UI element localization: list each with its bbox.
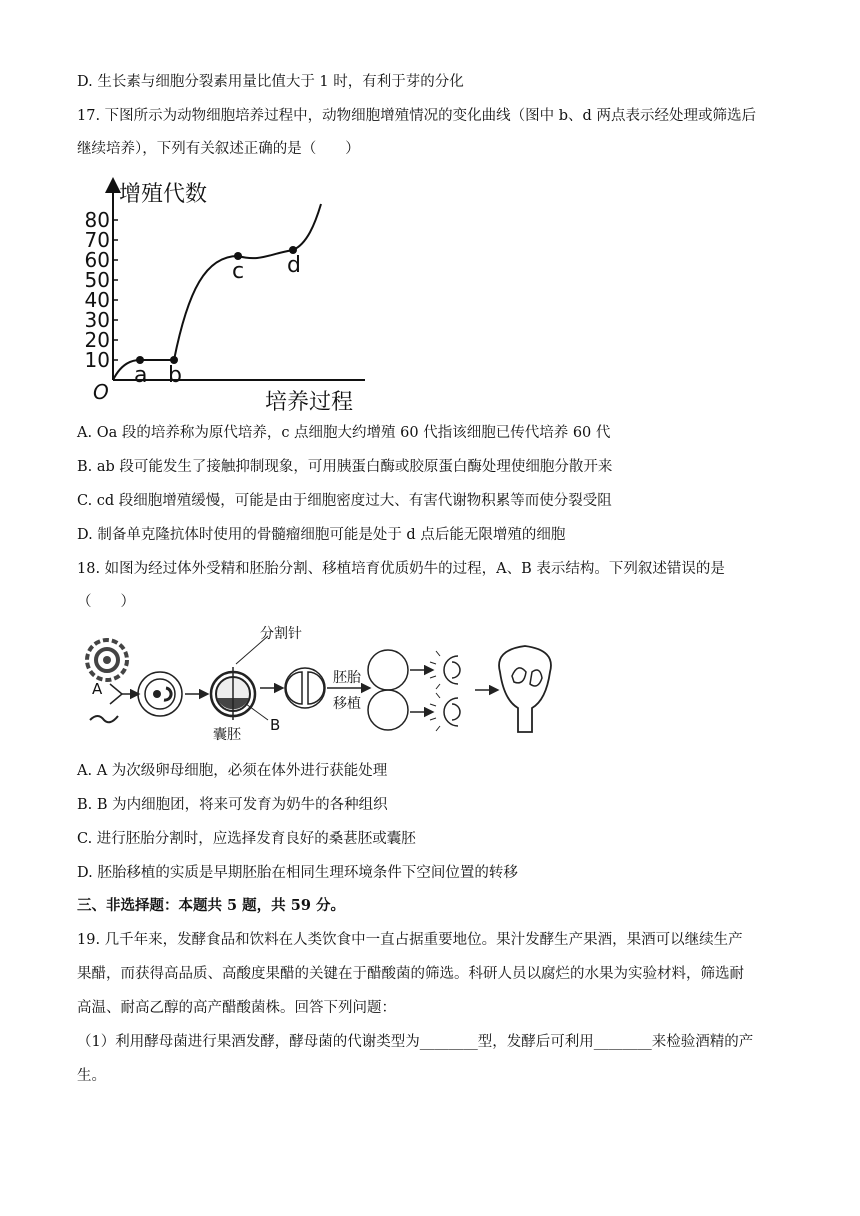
y-tick-label: 20 [85, 328, 110, 352]
q18-stem-line2: （ ） [77, 594, 135, 610]
proliferation-chart [85, 175, 415, 415]
q18-option-c: C. 进行胚胎分割时，应选择发育良好的桑葚胚或囊胚 [77, 831, 416, 847]
q19-sub1-line2: 生。 [77, 1068, 106, 1084]
point-label-a: a [134, 363, 148, 388]
label-a: A [92, 680, 103, 698]
point-label-b: b [168, 363, 182, 388]
q17-option-d: D. 制备单克隆抗体时使用的骨髓瘤细胞可能是处于 d 点后能无限增殖的细胞 [77, 527, 566, 543]
q17-stem-line2: 继续培养），下列有关叙述正确的是（ ） [77, 141, 360, 157]
sperm-icon [90, 716, 118, 722]
q18-option-a: A. A 为次级卵母细胞，必须在体外进行获能处理 [77, 763, 388, 779]
point-label-d: d [287, 253, 301, 278]
zygote-icon [138, 672, 182, 716]
q17-option-b: B. ab 段可能发生了接触抑制现象，可用胰蛋白酶或胶原蛋白酶处理使细胞分散开来 [77, 459, 613, 475]
q18-stem-line1: 18. 如图为经过体外受精和胚胎分割、移植培育优质奶牛的过程，A、B 表示结构。下列叙述错误的是 [77, 561, 725, 577]
y-tick-label: 70 [85, 228, 110, 252]
oocyte-icon [87, 640, 127, 680]
y-tick-label: 80 [85, 208, 110, 232]
uterus-icon [499, 646, 551, 732]
y-tick-label: 10 [85, 348, 110, 372]
q19-stem-line1: 19. 几千年来，发酵食品和饮料在人类饮食中一直占据重要地位。果汁发酵生产果酒，果酒可以继续生产 [77, 932, 743, 948]
q19-stem-line3: 高温、耐高乙醇的高产醋酸菌株。回答下列问题： [77, 1000, 396, 1016]
q17-option-c: C. cd 段细胞增殖缓慢，可能是由于细胞密度过大、有害代谢物积累等而使分裂受阻 [77, 493, 612, 509]
point-label-c: c [232, 259, 245, 284]
embryo-pair-icon [368, 650, 408, 730]
q18-option-d: D. 胚胎移植的实质是早期胚胎在相同生理环境条件下空间位置的转移 [77, 865, 518, 881]
q17-option-a: A. Oa 段的培养称为原代培养，c 点细胞大约增殖 60 代指该细胞已传代培养 60 代 [77, 425, 611, 441]
growth-curve [113, 204, 321, 380]
q18-option-b: B. B 为内细胞团，将来可发育为奶牛的各种组织 [77, 797, 388, 813]
embryo-transfer-diagram [80, 622, 570, 747]
origin-label: O [93, 380, 109, 404]
section-heading: 三、非选择题：本题共 5 题，共 59 分。 [77, 897, 345, 914]
q16-option-d: D. 生长素与细胞分裂素用量比值大于 1 时，有利于芽的分化 [77, 74, 464, 90]
label-transfer-1: 胚胎 [333, 670, 361, 686]
label-transfer-2: 移植 [333, 696, 361, 712]
q17-stem-line1: 17. 下图所示为动物细胞培养过程中，动物细胞增殖情况的变化曲线（图中 b、d 两点表示经处理或筛选后 [77, 108, 756, 124]
y-tick-label: 50 [85, 268, 110, 292]
y-axis-label: 增殖代数 [119, 182, 208, 207]
x-axis-label: 培养过程 [265, 390, 354, 415]
q19-sub1-line1: （1）利用酵母菌进行果酒发酵，酵母菌的代谢类型为________型，发酵后可利用________来检验酒精的产 [77, 1034, 754, 1050]
y-tick-label: 60 [85, 248, 110, 272]
q19-stem-line2: 果醋，而获得高品质、高酸度果醋的关键在于醋酸菌的筛选。科研人员以腐烂的水果为实验材料，筛选耐 [77, 966, 744, 982]
developing-embryo-icon [430, 651, 460, 731]
label-b: B [270, 716, 281, 734]
label-needle: 分割针 [260, 626, 302, 642]
y-tick-label: 40 [85, 288, 110, 312]
label-blastocyst: 囊胚 [213, 727, 241, 743]
split-embryo-icon [285, 668, 325, 708]
y-tick-label: 30 [85, 308, 110, 332]
